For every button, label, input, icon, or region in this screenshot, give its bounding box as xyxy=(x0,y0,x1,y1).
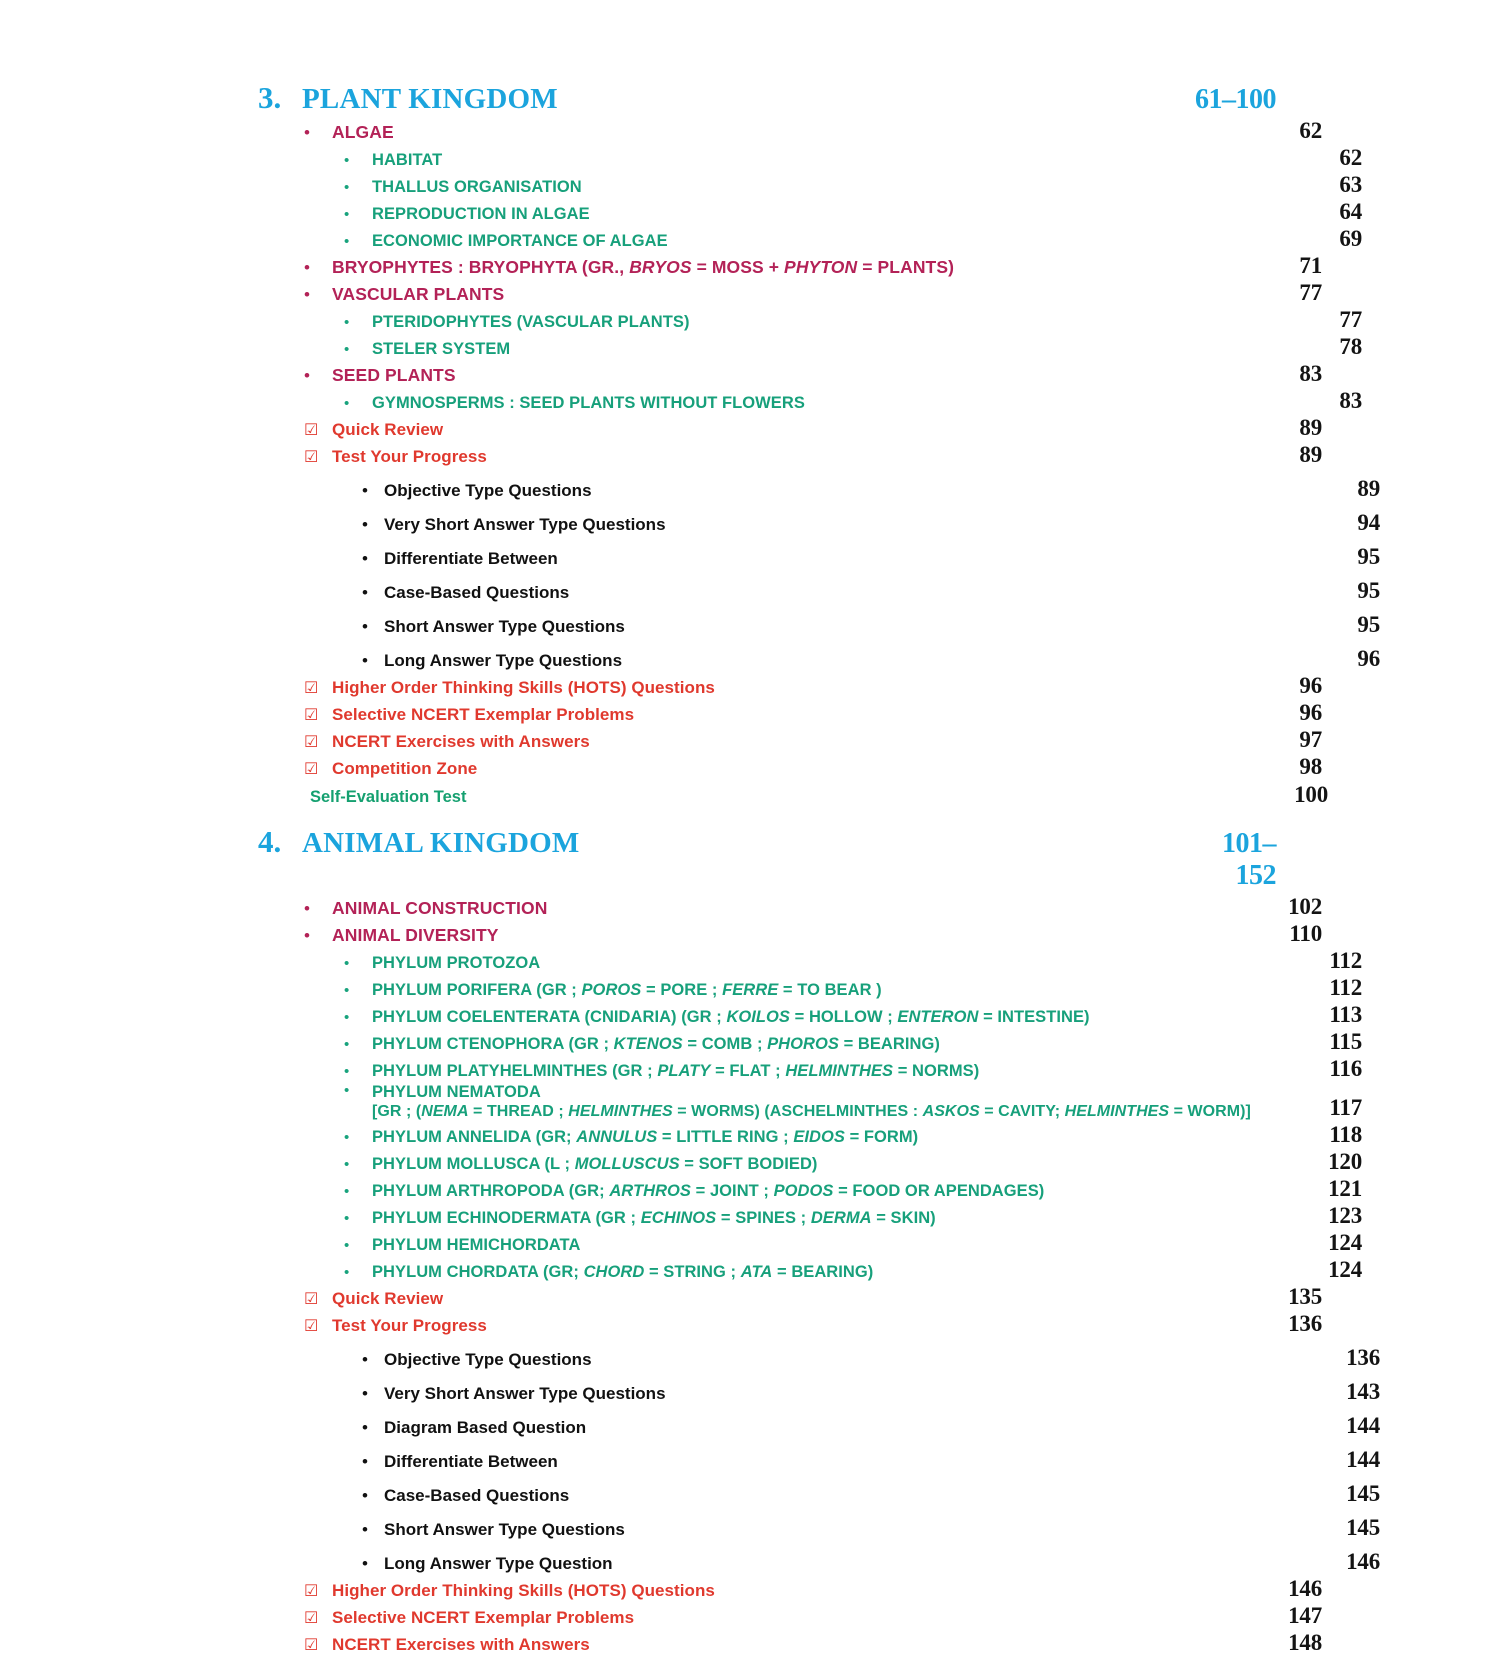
toc-entry-page: 98 xyxy=(1299,754,1322,779)
chapter-heading[interactable] xyxy=(258,824,1276,892)
toc-entry-page: 96 xyxy=(1299,673,1322,698)
toc-entry-label: PHYLUM HEMICHORDATA xyxy=(372,1236,581,1254)
toc-entry-page: 78 xyxy=(1339,334,1362,359)
toc-entry-level2[interactable] xyxy=(258,1230,1362,1256)
checkbox-icon: ☑ xyxy=(304,707,319,724)
toc-entry-label: PHYLUM PLATYHELMINTHES (GR ; PLATY = FLAT ; HELMINTHES = NORMS) xyxy=(372,1062,980,1080)
toc-entry-level1[interactable] xyxy=(258,921,1322,947)
checkbox-icon: ☑ xyxy=(304,1291,319,1308)
toc-entry-page: 146 xyxy=(1288,1576,1322,1601)
chapter-number: 3. xyxy=(258,80,282,115)
bullet-icon: • xyxy=(344,395,350,412)
toc-entry-label: PHYLUM PROTOZOA xyxy=(372,954,541,972)
toc-entry-page: 117 xyxy=(1329,1095,1362,1120)
toc-entry-level2[interactable] xyxy=(258,1029,1362,1055)
toc-entry-question[interactable] xyxy=(258,578,1380,604)
toc-entry-question[interactable] xyxy=(258,1447,1380,1473)
bullet-icon: • xyxy=(344,1264,350,1281)
toc-entry-label: Higher Order Thinking Skills (HOTS) Questions xyxy=(332,678,715,697)
toc-entry-page: 136 xyxy=(1346,1345,1380,1370)
toc-entry-label: NCERT Exercises with Answers xyxy=(332,732,590,751)
toc-entry-page: 110 xyxy=(1289,921,1322,946)
toc-entry-label: Objective Type Questions xyxy=(384,1350,592,1369)
toc-entry-checkbox[interactable] xyxy=(258,1576,1322,1602)
toc-entry-label: Long Answer Type Question xyxy=(384,1554,613,1573)
bullet-icon: • xyxy=(344,982,350,999)
toc-entry-checkbox[interactable] xyxy=(258,1603,1322,1629)
toc-entry-page: 143 xyxy=(1346,1379,1380,1404)
bullet-icon: • xyxy=(344,1210,350,1227)
chapter-gap xyxy=(258,808,1276,822)
toc-entry-level2[interactable] xyxy=(258,1203,1362,1229)
toc-entry-level2[interactable] xyxy=(258,1002,1362,1028)
toc-entry-question[interactable] xyxy=(258,510,1380,536)
toc-entry-question[interactable] xyxy=(258,1413,1380,1439)
toc-entry-page: 83 xyxy=(1339,388,1362,413)
toc-entry-checkbox[interactable] xyxy=(258,754,1322,780)
toc-entry-label: Very Short Answer Type Questions xyxy=(384,1384,666,1403)
bullet-icon: • xyxy=(304,366,310,385)
toc-entry-page: 96 xyxy=(1299,700,1322,725)
toc-entry-checkbox[interactable] xyxy=(258,1630,1322,1656)
bullet-icon: • xyxy=(344,179,350,196)
toc-entry-label: ANIMAL DIVERSITY xyxy=(332,925,499,945)
toc-entry-label: REPRODUCTION IN ALGAE xyxy=(372,205,590,223)
toc-entry-page: 144 xyxy=(1346,1413,1380,1438)
checkbox-icon: ☑ xyxy=(304,1637,319,1654)
bullet-icon: • xyxy=(362,481,368,500)
bullet-icon: • xyxy=(362,583,368,602)
toc-entry-label: Self-Evaluation Test xyxy=(310,788,467,806)
toc-entry-page: 77 xyxy=(1299,280,1322,305)
toc-entry-page: 100 xyxy=(1294,782,1328,807)
toc-entry-checkbox[interactable] xyxy=(258,442,1322,468)
toc-entry-level2[interactable] xyxy=(258,1257,1362,1283)
toc-entry-level1[interactable] xyxy=(258,894,1322,920)
toc-entry-label: PHYLUM CTENOPHORA (GR ; KTENOS = COMB ; PHOROS = BEARING) xyxy=(372,1035,940,1053)
toc-entry-label: PHYLUM ANNELIDA (GR; ANNULUS = LITTLE RING ; EIDOS = FORM) xyxy=(372,1128,919,1146)
toc-entry-label: Diagram Based Question xyxy=(384,1418,587,1437)
toc-entry-label: Short Answer Type Questions xyxy=(384,1520,625,1539)
toc-entry-label: Differentiate Between xyxy=(384,549,558,568)
toc-entry-label: ANIMAL CONSTRUCTION xyxy=(332,898,548,918)
toc-entry-label: VASCULAR PLANTS xyxy=(332,284,505,304)
bullet-icon: • xyxy=(304,899,310,918)
toc-entry-label: PHYLUM PORIFERA (GR ; POROS = PORE ; FERRE = TO BEAR ) xyxy=(372,981,882,999)
chapter-page-range: 61–100 xyxy=(1195,84,1276,115)
table-of-contents xyxy=(258,78,1380,1656)
toc-entry-page: 94 xyxy=(1357,510,1380,535)
toc-entry-level2[interactable] xyxy=(258,388,1362,414)
toc-entry-label: HABITAT xyxy=(372,151,443,169)
toc-entry-page: 148 xyxy=(1288,1630,1322,1655)
toc-entry-page: 147 xyxy=(1288,1603,1322,1628)
toc-entry-page: 69 xyxy=(1339,226,1362,251)
checkbox-icon: ☑ xyxy=(304,734,319,751)
toc-entry-page: 102 xyxy=(1288,894,1322,919)
toc-entry-label: Selective NCERT Exemplar Problems xyxy=(332,1608,635,1627)
bullet-icon: • xyxy=(304,285,310,304)
toc-entry-page: 89 xyxy=(1357,476,1380,501)
toc-entry-label: PHYLUM ARTHROPODA (GR; ARTHROS = JOINT ; PODOS = FOOD OR APENDAGES) xyxy=(372,1182,1045,1200)
bullet-icon: • xyxy=(304,123,310,142)
toc-entry-level2[interactable] xyxy=(258,334,1362,360)
toc-entry-page: 113 xyxy=(1329,1002,1362,1027)
bullet-icon: • xyxy=(362,617,368,636)
checkbox-icon: ☑ xyxy=(304,761,319,778)
bullet-icon: • xyxy=(362,1384,368,1403)
checkbox-icon: ☑ xyxy=(304,680,319,697)
bullet-icon: • xyxy=(344,955,350,972)
toc-entry-level2[interactable] xyxy=(258,307,1362,333)
toc-entry-page: 96 xyxy=(1357,646,1380,671)
toc-entry-label: PHYLUM MOLLUSCA (L ; MOLLUSCUS = SOFT BODIED) xyxy=(372,1155,818,1173)
bullet-icon: • xyxy=(362,1452,368,1471)
chapter-heading[interactable] xyxy=(258,80,1276,116)
toc-entry-label: Test Your Progress xyxy=(332,1316,487,1335)
toc-entry-sublabel: [GR ; (NEMA = THREAD ; HELMINTHES = WORMS) (ASCHELMINTHES : ASKOS = CAVITY; HELMINTHES = WORM)] xyxy=(372,1103,1251,1120)
toc-entry-page: 146 xyxy=(1346,1549,1380,1574)
toc-entry-page: 64 xyxy=(1339,199,1362,224)
bullet-icon: • xyxy=(344,1183,350,1200)
bullet-icon: • xyxy=(362,1350,368,1369)
toc-entry-question[interactable] xyxy=(258,646,1380,672)
toc-entry-level1[interactable] xyxy=(258,280,1322,306)
checkbox-icon: ☑ xyxy=(304,1318,319,1335)
bullet-icon: • xyxy=(344,1237,350,1254)
toc-entry-level2[interactable] xyxy=(258,1176,1362,1202)
bullet-icon: • xyxy=(344,1082,350,1099)
bullet-icon: • xyxy=(344,1009,350,1026)
toc-entry-checkbox[interactable] xyxy=(258,1284,1322,1310)
toc-entry-question[interactable] xyxy=(258,1345,1380,1371)
bullet-icon: • xyxy=(344,1063,350,1080)
toc-entry-level1[interactable] xyxy=(258,253,1322,279)
toc-entry-label: THALLUS ORGANISATION xyxy=(372,178,582,196)
bullet-icon: • xyxy=(344,152,350,169)
toc-entry-label: ALGAE xyxy=(332,122,394,142)
bullet-icon: • xyxy=(362,1418,368,1437)
bullet-icon: • xyxy=(344,1156,350,1173)
bullet-icon: • xyxy=(344,206,350,223)
bullet-icon: • xyxy=(362,1554,368,1573)
checkbox-icon: ☑ xyxy=(304,422,319,439)
chapter-number: 4. xyxy=(258,824,282,859)
toc-entry-label: PHYLUM CHORDATA (GR; CHORD = STRING ; ATA = BEARING) xyxy=(372,1263,874,1281)
toc-entry-checkbox[interactable] xyxy=(258,700,1322,726)
toc-entry-label: PHYLUM COELENTERATA (CNIDARIA) (GR ; KOILOS = HOLLOW ; ENTERON = INTESTINE) xyxy=(372,1008,1090,1026)
toc-entry-label: PHYLUM NEMATODA [GR ; (NEMA = THREAD ; HELMINTHES = WORMS) (ASCHELMINTHES : ASKOS = CAVITY; HELMINTHES = WORM)] xyxy=(372,1083,1251,1120)
toc-entry-label: Selective NCERT Exemplar Problems xyxy=(332,705,635,724)
toc-entry-level2[interactable] xyxy=(258,975,1362,1001)
toc-entry-level2[interactable] xyxy=(258,1122,1362,1148)
toc-entry-question[interactable] xyxy=(258,1549,1380,1575)
chapter-title: ANIMAL KINGDOM xyxy=(302,827,580,859)
toc-entry-page: 71 xyxy=(1299,253,1322,278)
toc-entry-question[interactable] xyxy=(258,1481,1380,1507)
toc-entry-level2[interactable] xyxy=(258,1056,1362,1082)
toc-entry-question[interactable] xyxy=(258,544,1380,570)
toc-entry-question[interactable] xyxy=(258,612,1380,638)
toc-entry-label: Higher Order Thinking Skills (HOTS) Questions xyxy=(332,1581,715,1600)
toc-entry-question[interactable] xyxy=(258,1515,1380,1541)
toc-entry-question[interactable] xyxy=(258,1379,1380,1405)
toc-entry-label: Very Short Answer Type Questions xyxy=(384,515,666,534)
toc-entry-checkbox[interactable] xyxy=(258,727,1322,753)
chapter-page-range: 101–152 xyxy=(1222,828,1276,891)
toc-entry-level1[interactable] xyxy=(258,118,1322,144)
toc-entry-page: 97 xyxy=(1299,727,1322,752)
bullet-icon: • xyxy=(304,258,310,277)
toc-entry-page: 144 xyxy=(1346,1447,1380,1472)
toc-entry-page: 115 xyxy=(1329,1029,1362,1054)
toc-entry-question[interactable] xyxy=(258,476,1380,502)
checkbox-icon: ☑ xyxy=(304,1583,319,1600)
toc-entry-page: 62 xyxy=(1339,145,1362,170)
chapter-title: PLANT KINGDOM xyxy=(302,83,558,115)
toc-entry-level1[interactable] xyxy=(258,361,1322,387)
bullet-icon: • xyxy=(304,926,310,945)
toc-entry-label: Quick Review xyxy=(332,1289,444,1308)
toc-entry-label: Quick Review xyxy=(332,420,444,439)
toc-entry-page: 136 xyxy=(1288,1311,1322,1336)
bullet-icon: • xyxy=(362,1486,368,1505)
bullet-icon: • xyxy=(344,314,350,331)
toc-entry-page: 89 xyxy=(1299,442,1322,467)
toc-entry-page: 118 xyxy=(1329,1122,1362,1147)
bullet-icon: • xyxy=(362,549,368,568)
toc-entry-label: Long Answer Type Questions xyxy=(384,651,623,670)
toc-entry-checkbox[interactable] xyxy=(258,415,1322,441)
bullet-icon: • xyxy=(362,515,368,534)
toc-entry-level2[interactable] xyxy=(258,172,1362,198)
toc-entry-label: NCERT Exercises with Answers xyxy=(332,1635,590,1654)
toc-entry-level2[interactable] xyxy=(258,226,1362,252)
toc-entry-label: Case-Based Questions xyxy=(384,1486,570,1505)
toc-entry-label: Objective Type Questions xyxy=(384,481,592,500)
toc-entry-label: Competition Zone xyxy=(332,759,478,778)
bullet-icon: • xyxy=(344,341,350,358)
toc-entry-page: 116 xyxy=(1329,1056,1362,1081)
toc-entry-label: STELER SYSTEM xyxy=(372,340,511,358)
toc-entry-level2[interactable] xyxy=(258,1083,1362,1121)
checkbox-icon: ☑ xyxy=(304,1610,319,1627)
toc-entry-page: 112 xyxy=(1329,948,1362,973)
toc-entry-page: 95 xyxy=(1357,578,1380,603)
bullet-icon: • xyxy=(344,1129,350,1146)
toc-entry-label: Test Your Progress xyxy=(332,447,487,466)
toc-entry-page: 95 xyxy=(1357,544,1380,569)
toc-entry-checkbox[interactable] xyxy=(258,1311,1322,1337)
toc-entry-page: 83 xyxy=(1299,361,1322,386)
bullet-icon: • xyxy=(362,1520,368,1539)
toc-entry-label: PHYLUM ECHINODERMATA (GR ; ECHINOS = SPINES ; DERMA = SKIN) xyxy=(372,1209,936,1227)
toc-entry-level2[interactable] xyxy=(258,948,1362,974)
bullet-icon: • xyxy=(344,1036,350,1053)
toc-entry-label: Case-Based Questions xyxy=(384,583,570,602)
toc-entry-page: 89 xyxy=(1299,415,1322,440)
toc-entry-page: 77 xyxy=(1339,307,1362,332)
toc-entry-page: 124 xyxy=(1328,1257,1362,1282)
toc-entry-page: 145 xyxy=(1346,1481,1380,1506)
toc-entry-page: 135 xyxy=(1288,1284,1322,1309)
toc-entry-page: 124 xyxy=(1328,1230,1362,1255)
toc-entry-page: 63 xyxy=(1339,172,1362,197)
toc-entry-label: BRYOPHYTES : BRYOPHYTA (GR., BRYOS = MOSS + PHYTON = PLANTS) xyxy=(332,257,955,277)
toc-entry-checkbox[interactable] xyxy=(258,673,1322,699)
bullet-icon: • xyxy=(362,651,368,670)
toc-entry-page: 112 xyxy=(1329,975,1362,1000)
toc-entry-level2[interactable] xyxy=(258,199,1362,225)
toc-entry-label: ECONOMIC IMPORTANCE OF ALGAE xyxy=(372,232,668,250)
toc-entry-page: 120 xyxy=(1328,1149,1362,1174)
bullet-icon: • xyxy=(344,233,350,250)
toc-entry-label: SEED PLANTS xyxy=(332,365,456,385)
toc-entry-label: Differentiate Between xyxy=(384,1452,558,1471)
toc-entry-level2[interactable] xyxy=(258,145,1362,171)
toc-entry-page: 145 xyxy=(1346,1515,1380,1540)
toc-entry-page: 121 xyxy=(1328,1176,1362,1201)
toc-entry-label: GYMNOSPERMS : SEED PLANTS WITHOUT FLOWERS xyxy=(372,394,805,412)
toc-entry-label: Short Answer Type Questions xyxy=(384,617,625,636)
toc-entry-self-eval[interactable] xyxy=(258,782,1328,808)
toc-entry-page: 62 xyxy=(1299,118,1322,143)
toc-entry-page: 95 xyxy=(1357,612,1380,637)
toc-entry-page: 123 xyxy=(1328,1203,1362,1228)
checkbox-icon: ☑ xyxy=(304,449,319,466)
toc-entry-label: PTERIDOPHYTES (VASCULAR PLANTS) xyxy=(372,313,690,331)
toc-entry-level2[interactable] xyxy=(258,1149,1362,1175)
